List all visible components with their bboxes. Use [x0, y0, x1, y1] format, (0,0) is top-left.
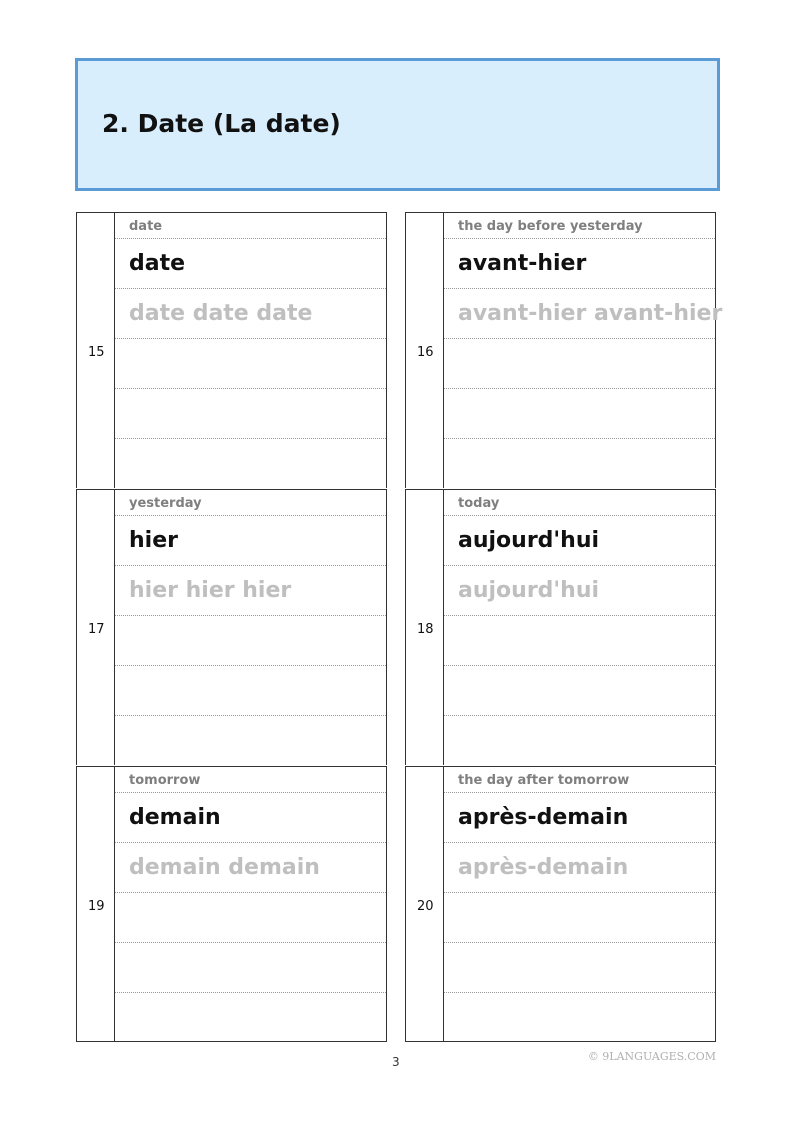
- french-word: hier: [129, 528, 178, 553]
- vocab-card-19: [76, 766, 387, 1042]
- french-word: avant-hier: [458, 251, 587, 276]
- writing-lines: [444, 213, 723, 488]
- english-row: [115, 767, 386, 793]
- card-number: 18: [417, 622, 434, 637]
- blank-row[interactable]: [444, 438, 715, 488]
- card-number: 20: [417, 899, 434, 914]
- blank-row[interactable]: [115, 615, 386, 666]
- french-row: [115, 792, 386, 843]
- page-title: 2. Date (La date): [102, 109, 341, 138]
- french-word: demain: [129, 805, 221, 830]
- french-row: [444, 238, 715, 289]
- tracing-word: aujourd'hui: [458, 578, 600, 603]
- english-word: yesterday: [129, 496, 202, 511]
- header-box: [75, 58, 720, 191]
- card-number: 15: [88, 345, 105, 360]
- blank-row[interactable]: [444, 338, 715, 389]
- english-row: [115, 213, 386, 239]
- english-word: date: [129, 219, 163, 234]
- number-column: [76, 767, 115, 1041]
- blank-row[interactable]: [115, 942, 386, 993]
- writing-lines: [444, 490, 715, 765]
- number-column: [405, 767, 444, 1041]
- english-word: the day after tomorrow: [458, 773, 630, 788]
- vocab-card-16: [405, 212, 723, 488]
- english-row: [115, 490, 386, 516]
- blank-row[interactable]: [444, 388, 715, 439]
- english-word: the day before yesterday: [458, 219, 643, 234]
- french-word: après-demain: [458, 805, 629, 830]
- blank-row[interactable]: [444, 715, 715, 765]
- blank-row[interactable]: [115, 438, 386, 488]
- blank-row[interactable]: [115, 338, 386, 389]
- tracing-word: avant-hier avant-hier: [458, 301, 723, 326]
- blank-row[interactable]: [115, 665, 386, 716]
- blank-row[interactable]: [444, 942, 715, 993]
- english-row: [444, 490, 715, 516]
- number-column: [76, 213, 115, 488]
- french-word: aujourd'hui: [458, 528, 600, 553]
- card-number: 17: [88, 622, 105, 637]
- english-row: [444, 767, 715, 793]
- page-number: 3: [392, 1055, 400, 1069]
- blank-row[interactable]: [115, 992, 386, 1042]
- writing-lines: [115, 213, 386, 488]
- number-column: [405, 490, 444, 765]
- tracing-word: hier hier hier: [129, 578, 292, 603]
- tracing-row: [115, 842, 386, 893]
- english-word: tomorrow: [129, 773, 201, 788]
- vocab-card-15: [76, 212, 387, 488]
- english-word: today: [458, 496, 500, 511]
- tracing-row: [115, 565, 386, 616]
- tracing-row: [444, 288, 723, 339]
- tracing-word: date date date: [129, 301, 313, 326]
- tracing-row: [115, 288, 386, 339]
- writing-lines: [115, 767, 386, 1041]
- blank-row[interactable]: [115, 388, 386, 439]
- blank-row[interactable]: [444, 892, 715, 943]
- blank-row[interactable]: [115, 715, 386, 765]
- english-row: [444, 213, 715, 239]
- writing-lines: [115, 490, 386, 765]
- blank-row[interactable]: [444, 665, 715, 716]
- vocab-card-17: [76, 489, 387, 765]
- writing-lines: [444, 767, 715, 1041]
- blank-row[interactable]: [444, 615, 715, 666]
- french-row: [115, 515, 386, 566]
- tracing-row: [444, 565, 715, 616]
- blank-row[interactable]: [444, 992, 715, 1042]
- vocab-card-18: [405, 489, 716, 765]
- french-row: [444, 515, 715, 566]
- card-number: 19: [88, 899, 105, 914]
- french-row: [115, 238, 386, 289]
- card-number: 16: [417, 345, 434, 360]
- vocab-card-20: [405, 766, 716, 1042]
- blank-row[interactable]: [115, 892, 386, 943]
- tracing-word: après-demain: [458, 855, 629, 880]
- copyright: © 9LANGUAGES.COM: [587, 1050, 716, 1063]
- french-row: [444, 792, 715, 843]
- tracing-row: [444, 842, 715, 893]
- tracing-word: demain demain: [129, 855, 320, 880]
- number-column: [76, 490, 115, 765]
- number-column: [405, 213, 444, 488]
- french-word: date: [129, 251, 186, 276]
